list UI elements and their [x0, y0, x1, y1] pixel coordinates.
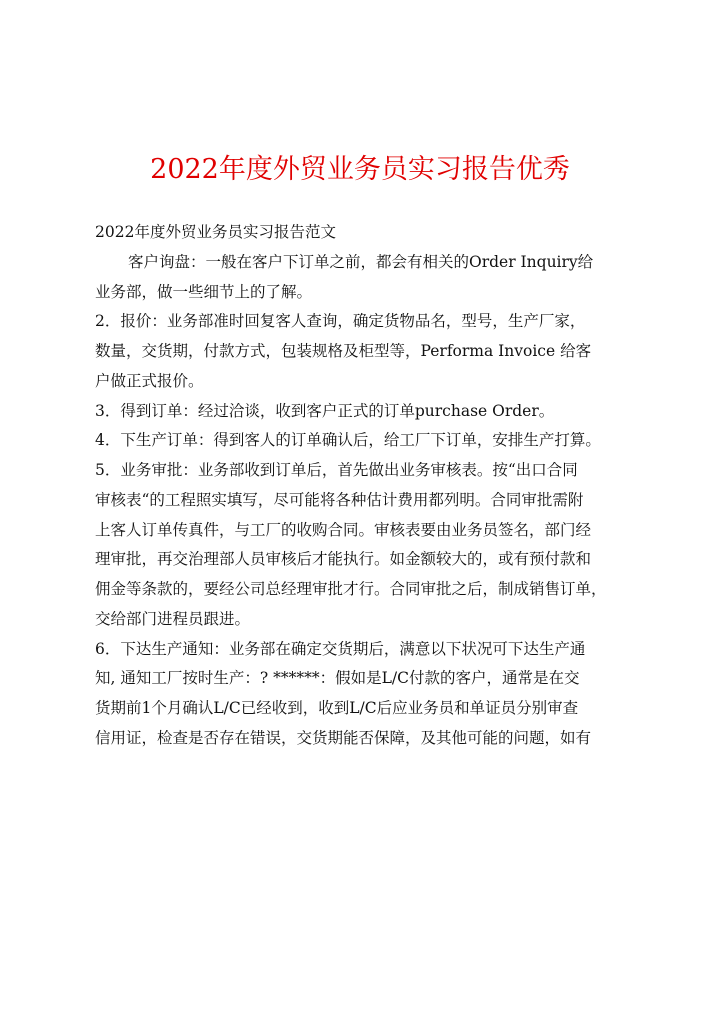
- document-title: 2022年度外贸业务员实习报告优秀: [150, 154, 570, 185]
- text-line: 业务部，做一些细节上的了解。: [95, 282, 313, 301]
- text-line: 户做正式报价。: [95, 371, 204, 390]
- document-body: [95, 218, 635, 754]
- text-line: 货期前1个月确认L/C已经收到，收到L/C后应业务员和单证员分别审查: [95, 699, 579, 717]
- text-line: 佣金等条款的，要经公司总经理审批才行。合同审批之后，制成销售订单，: [95, 580, 607, 598]
- text-line: 审核表“的工程照实填写，尽可能将各种估计费用都列明。合同审批需附: [95, 490, 584, 509]
- text-line: 客户询盘：一般在客户下订单之前，都会有相关的Order Inquiry给: [128, 252, 594, 271]
- text-line: 6．下达生产通知：业务部在确定交货期后，满意以下状况可下达生产通: [95, 639, 586, 658]
- text-line: 理审批，再交治理部人员审核后才能执行。如金额较大的，或有预付款和: [95, 550, 592, 569]
- text-line: 4．下生产订单：得到客人的订单确认后，给工厂下订单，安排生产打算。: [95, 431, 601, 450]
- text-line: 知, 通知工厂按时生产：? ******：假如是L/C付款的客户，通常是在交: [95, 669, 580, 688]
- text-line: 数量，交货期，付款方式，包装规格及柜型等，Performa Invoice 给客: [95, 342, 592, 360]
- text-line: 交给部门进程员跟进。: [95, 609, 251, 628]
- text-line: 2．报价：业务部准时回复客人查询，确定货物品名，型号，生产厂家，: [95, 312, 586, 331]
- text-line: 5．业务审批：业务部收到订单后，首先做出业务审核表。按“出口合同: [95, 461, 578, 479]
- text-line: 信用证，检查是否存在错误，交货期能否保障，及其他可能的问题，如有: [95, 728, 592, 747]
- text-line: 上客人订单传真件，与工厂的收购合同。审核表要由业务员签名，部门经: [95, 520, 592, 539]
- text-line: 3．得到订单：经过洽谈，收到客户正式的订单purchase Order。: [95, 401, 555, 420]
- text-line: 2022年度外贸业务员实习报告范文: [95, 223, 336, 241]
